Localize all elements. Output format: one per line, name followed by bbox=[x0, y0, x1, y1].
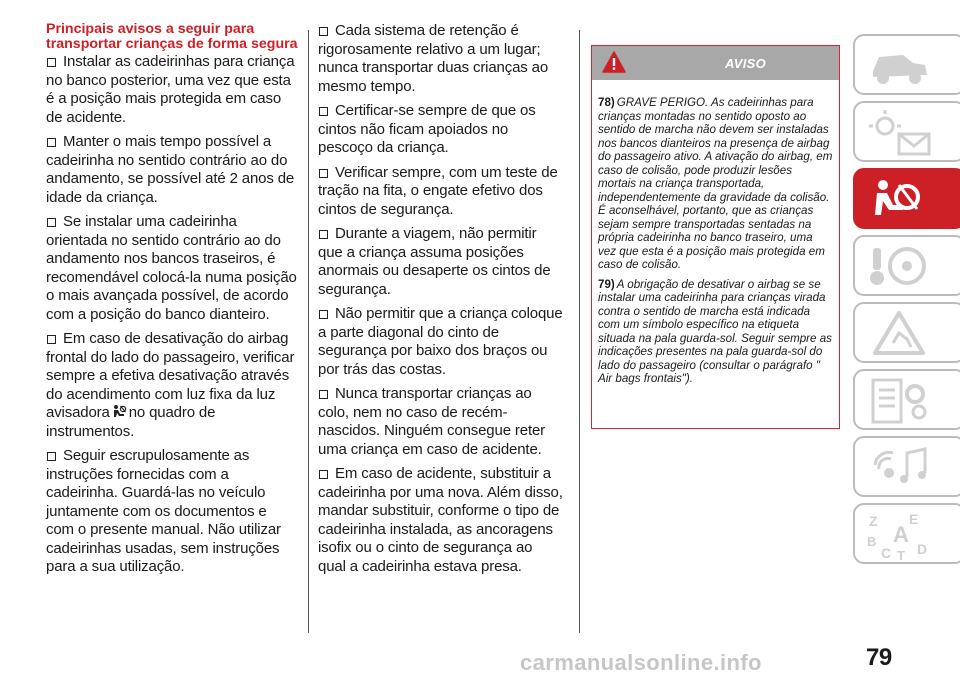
index-letter: Z bbox=[869, 513, 878, 529]
warning-note bbox=[598, 96, 833, 272]
bullet-text: Instalar as cadeirinhas para criança no banco posterior, uma vez que esta é a posição mais protegida em caso de acidente. bbox=[46, 53, 295, 126]
warning-title: AVISO bbox=[725, 56, 766, 71]
bullet-text: Verificar sempre, com um teste de tração na fita, o engate efetivo dos cintos de segurança. bbox=[318, 163, 558, 218]
tab-dashboard-lights[interactable] bbox=[853, 101, 960, 162]
bullet-text: no quadro de instrumentos. bbox=[46, 404, 216, 440]
index-letter: C bbox=[881, 545, 892, 560]
checkbox-bullet-icon bbox=[319, 27, 328, 36]
checkbox-bullet-icon bbox=[319, 470, 328, 479]
airbag-off-warning-icon bbox=[111, 404, 127, 419]
index-letter: A bbox=[893, 522, 909, 547]
page-number: 79 bbox=[866, 644, 892, 671]
bullet-item bbox=[46, 330, 298, 441]
index-letter: D bbox=[917, 541, 928, 557]
section-title: Principais avisos a seguir para transportar crianças de forma segura bbox=[46, 21, 298, 52]
checkbox-bullet-icon bbox=[47, 218, 56, 227]
tab-seat-airbag[interactable] bbox=[853, 168, 960, 229]
bullet-text: Durante a viagem, não permitir que a criança assuma posições anormais ou desaperte os cintos de segurança. bbox=[318, 225, 551, 298]
maintenance-icon bbox=[863, 376, 943, 426]
warning-body bbox=[592, 80, 839, 386]
tab-car[interactable] bbox=[853, 34, 960, 95]
bullet-text: Em caso de acidente, substituir a cadeirinha por uma nova. Além disso, mandar substituir, conforme o tipo de cadeirinha instalada, as ancoragens isofix ou o cinto de segurança ao qual a cadeirinha estava presa. bbox=[318, 465, 563, 575]
bullet-item bbox=[318, 465, 564, 576]
bullet-text: Nunca transportar crianças ao colo, nem no caso de recém-nascidos. Ninguém consegue reter uma criança em caso de acidente. bbox=[318, 385, 545, 458]
note-number: 79) bbox=[598, 277, 615, 291]
bullet-text: Não permitir que a criança coloque a parte diagonal do cinto de segurança por baixo dos braços ou por trás das costas. bbox=[318, 305, 563, 378]
checkbox-bullet-icon bbox=[47, 58, 56, 67]
checkbox-bullet-icon bbox=[47, 138, 56, 147]
multimedia-icon bbox=[863, 443, 943, 493]
bullet-text: Se instalar uma cadeirinha orientada no sentido contrário ao do andamento nos bancos traseiros, é recomendável colocá-la numa posição o mais avançada possível, de acordo com a posição do banco dianteiro. bbox=[46, 213, 297, 323]
warning-header bbox=[592, 46, 839, 80]
key-steering-wheel-icon bbox=[863, 242, 943, 292]
index-letter: B bbox=[867, 534, 877, 549]
index-letter: T bbox=[897, 548, 905, 560]
seat-airbag-icon bbox=[863, 175, 943, 225]
bullet-item bbox=[318, 164, 564, 220]
bullet-item bbox=[46, 447, 298, 577]
index-letters-icon bbox=[863, 510, 943, 560]
tab-maintenance[interactable] bbox=[853, 369, 960, 430]
column-divider bbox=[579, 30, 580, 633]
bullet-item bbox=[318, 22, 564, 96]
bullet-item bbox=[318, 225, 564, 299]
bullet-item bbox=[318, 102, 564, 158]
car-icon bbox=[863, 41, 943, 91]
checkbox-bullet-icon bbox=[319, 107, 328, 116]
bullet-text: Certificar-se sempre de que os cintos não ficam apoiados no pescoço da criança. bbox=[318, 102, 536, 156]
bullet-text: Cada sistema de retenção é rigorosamente relativo a um lugar; nunca transportar duas crianças ao mesmo tempo. bbox=[318, 22, 549, 95]
bullet-item bbox=[46, 53, 298, 127]
column-divider bbox=[308, 30, 309, 633]
watermark: carmanualsonline.info bbox=[520, 650, 762, 675]
warning-panel bbox=[591, 45, 840, 429]
dashboard-lights-icon bbox=[863, 108, 943, 158]
note-number: 78) bbox=[598, 96, 615, 109]
bullet-item bbox=[318, 305, 564, 379]
checkbox-bullet-icon bbox=[47, 335, 56, 344]
warning-note bbox=[598, 278, 833, 386]
checkbox-bullet-icon bbox=[319, 390, 328, 399]
checkbox-bullet-icon bbox=[47, 452, 56, 461]
bullet-text: Manter o mais tempo possível a cadeirinha no sentido contrário ao do andamento, se possível até 2 anos de idade da criança. bbox=[46, 133, 295, 206]
bullet-item bbox=[46, 213, 298, 324]
tab-key-steering-wheel[interactable] bbox=[853, 235, 960, 296]
bullet-text: Seguir escrupulosamente as instruções fornecidas com a cadeirinha. Guardá-las no veículo juntamente com os documentos e com o presente manual. Não utilizar cadeirinhas usadas, sem instruções para a sua utilização. bbox=[46, 447, 281, 575]
bullet-item bbox=[318, 385, 564, 459]
tab-multimedia[interactable] bbox=[853, 436, 960, 497]
tab-index[interactable] bbox=[853, 503, 960, 564]
checkbox-bullet-icon bbox=[319, 169, 328, 178]
checkbox-bullet-icon bbox=[319, 230, 328, 239]
note-text: A obrigação de desativar o airbag se se instalar uma cadeirinha para crianças virada contra o sentido de marcha está indicada com um símbolo específico na etiqueta situada na pala guarda-sol. Seguir sempre as indicações presentes na pala guarda-sol do lado do passageiro (consultar o parágrafo " Air bags frontais"). bbox=[598, 277, 832, 385]
checkbox-bullet-icon bbox=[319, 310, 328, 319]
tab-warning-roadside[interactable] bbox=[853, 302, 960, 363]
note-text: GRAVE PERIGO. As cadeirinhas para crianças montadas no sentido oposto ao sentido de marcha não devem ser instaladas nos bancos dianteiros na presença de airbag do passageiro ativo. A ativação do airbag, em caso de colisão, pode produzir lesões mortais na criança transportada, independentemente da gravidade da colisão. É aconselhável, portanto, que as crianças sejam sempre transportadas sentadas na própria cadeirinha no banco traseiro, uma vez que esta é a posição mais protegida em caso de colisão. bbox=[598, 96, 833, 271]
column-middle bbox=[318, 22, 564, 582]
index-letter: E bbox=[909, 511, 919, 527]
bullet-item bbox=[46, 133, 298, 207]
warning-roadside-icon bbox=[863, 309, 943, 359]
bullet-text: Em caso de desativação do airbag frontal do lado do passageiro, verificar sempre a efetiva desativação através do acendimento com luz fixa da luz avisadora bbox=[46, 330, 295, 421]
column-left bbox=[46, 22, 298, 583]
